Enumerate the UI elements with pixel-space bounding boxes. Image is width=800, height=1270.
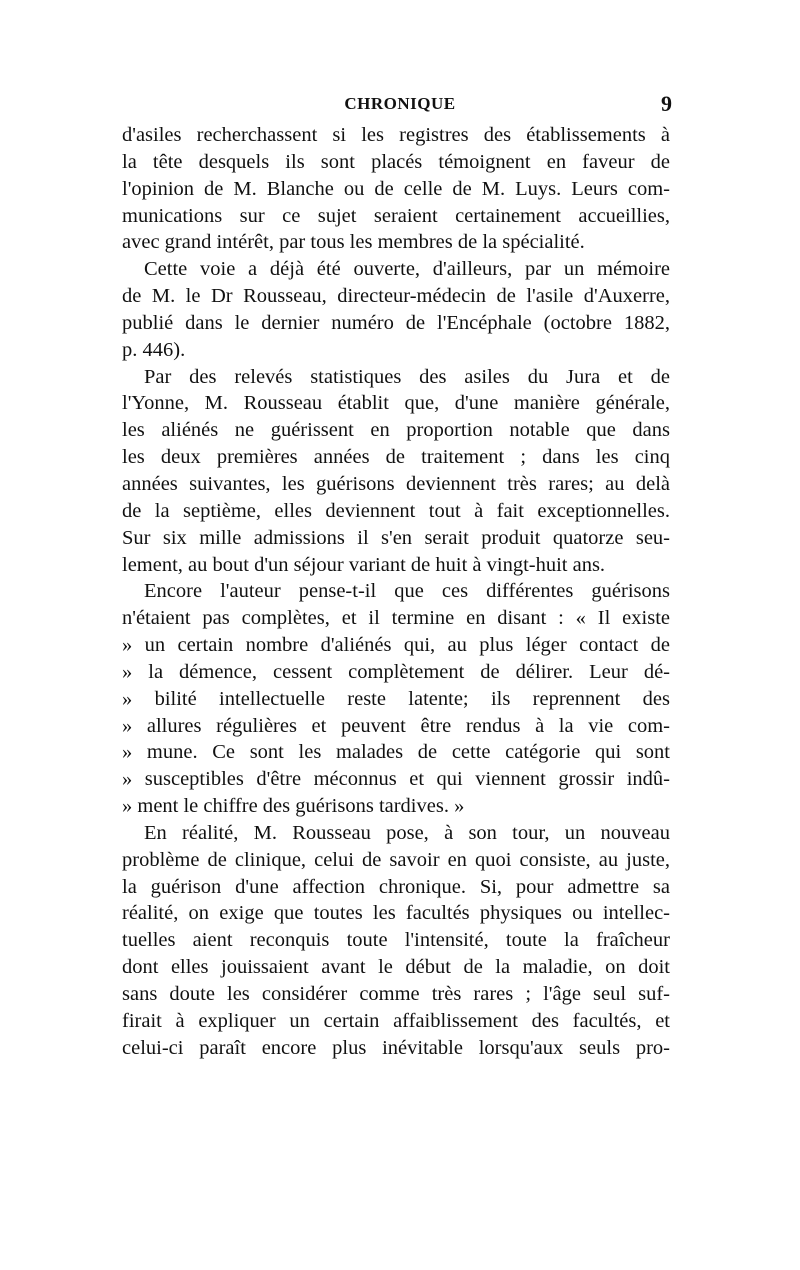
text-line: la guérison d'une affection chronique. Si, pour admettre sa (122, 875, 670, 898)
text-line: munications sur ce sujet seraient certainement accueillies, (122, 204, 670, 227)
text-line: avec grand intérêt, par tous les membres de la spécialité. (122, 231, 585, 254)
text-line: la tête desquels ils sont placés témoignent en faveur de (122, 150, 670, 173)
running-title: CHRONIQUE (344, 94, 456, 113)
text-line: » mune. Ce sont les malades de cette catégorie qui sont (122, 741, 670, 764)
text-line: l'Yonne, M. Rousseau établit que, d'une manière générale, (122, 392, 670, 415)
running-head (0, 91, 800, 122)
text-line: d'asiles recherchassent si les registres des établissements à (122, 124, 670, 146)
text-line: Sur six mille admissions il s'en serait produit quatorze seu- (122, 526, 670, 549)
text-line: » bilité intellectuelle reste latente; ils reprennent des (122, 687, 670, 710)
text-line: l'opinion de M. Blanche ou de celle de M. Luys. Leurs com- (122, 177, 670, 200)
text-line: n'étaient pas complètes, et il termine en disant : « Il existe (122, 607, 670, 630)
text-line: p. 446). (122, 338, 186, 361)
text-line: problème de clinique, celui de savoir en quoi consiste, au juste, (122, 848, 670, 871)
text-line: les aliénés ne guérissent en proportion notable que dans (122, 419, 670, 442)
text-line: les deux premières années de traitement ; dans les cinq (122, 446, 670, 469)
text-line: réalité, on exige que toutes les facultés physiques ou intellec- (122, 902, 670, 925)
text-line: firait à expliquer un certain affaiblissement des facultés, et (122, 1009, 670, 1032)
text-line: de la septième, elles deviennent tout à fait exceptionnelles. (122, 499, 670, 522)
text-line: tuelles aient reconquis toute l'intensité, toute la fraîcheur (122, 929, 670, 952)
text-line: En réalité, M. Rousseau pose, à son tour, un nouveau (144, 821, 670, 844)
body-text (122, 122, 670, 1062)
text-line: Par des relevés statistiques des asiles du Jura et de (144, 365, 670, 388)
text-line: de M. le Dr Rousseau, directeur-médecin de l'asile d'Auxerre, (122, 285, 670, 308)
text-line: dont elles jouissaient avant le début de la maladie, on doit (122, 956, 670, 979)
text-line: publié dans le dernier numéro de l'Encéphale (octobre 1882, (122, 311, 670, 334)
text-line: Cette voie a déjà été ouverte, d'ailleurs, par un mémoire (144, 258, 670, 281)
text-line: lement, au bout d'un séjour variant de huit à vingt-huit ans. (122, 553, 606, 576)
text-line: » la démence, cessent complètement de délirer. Leur dé- (122, 660, 670, 683)
text-line: Encore l'auteur pense-t-il que ces différentes guérisons (144, 580, 670, 603)
page-number: 9 (661, 91, 672, 116)
text-line: » ment le chiffre des guérisons tardives. » (122, 795, 465, 818)
text-line: sans doute les considérer comme très rares ; l'âge seul suf- (122, 983, 670, 1005)
text-line: » un certain nombre d'aliénés qui, au plus léger contact de (122, 634, 670, 657)
text-line: » allures régulières et peuvent être rendus à la vie com- (122, 714, 670, 737)
text-line: » susceptibles d'être méconnus et qui viennent grossir indû- (122, 768, 670, 791)
text-line: années suivantes, les guérisons deviennent très rares; au delà (122, 472, 670, 495)
text-line: celui-ci paraît encore plus inévitable lorsqu'aux seuls pro- (122, 1036, 670, 1059)
